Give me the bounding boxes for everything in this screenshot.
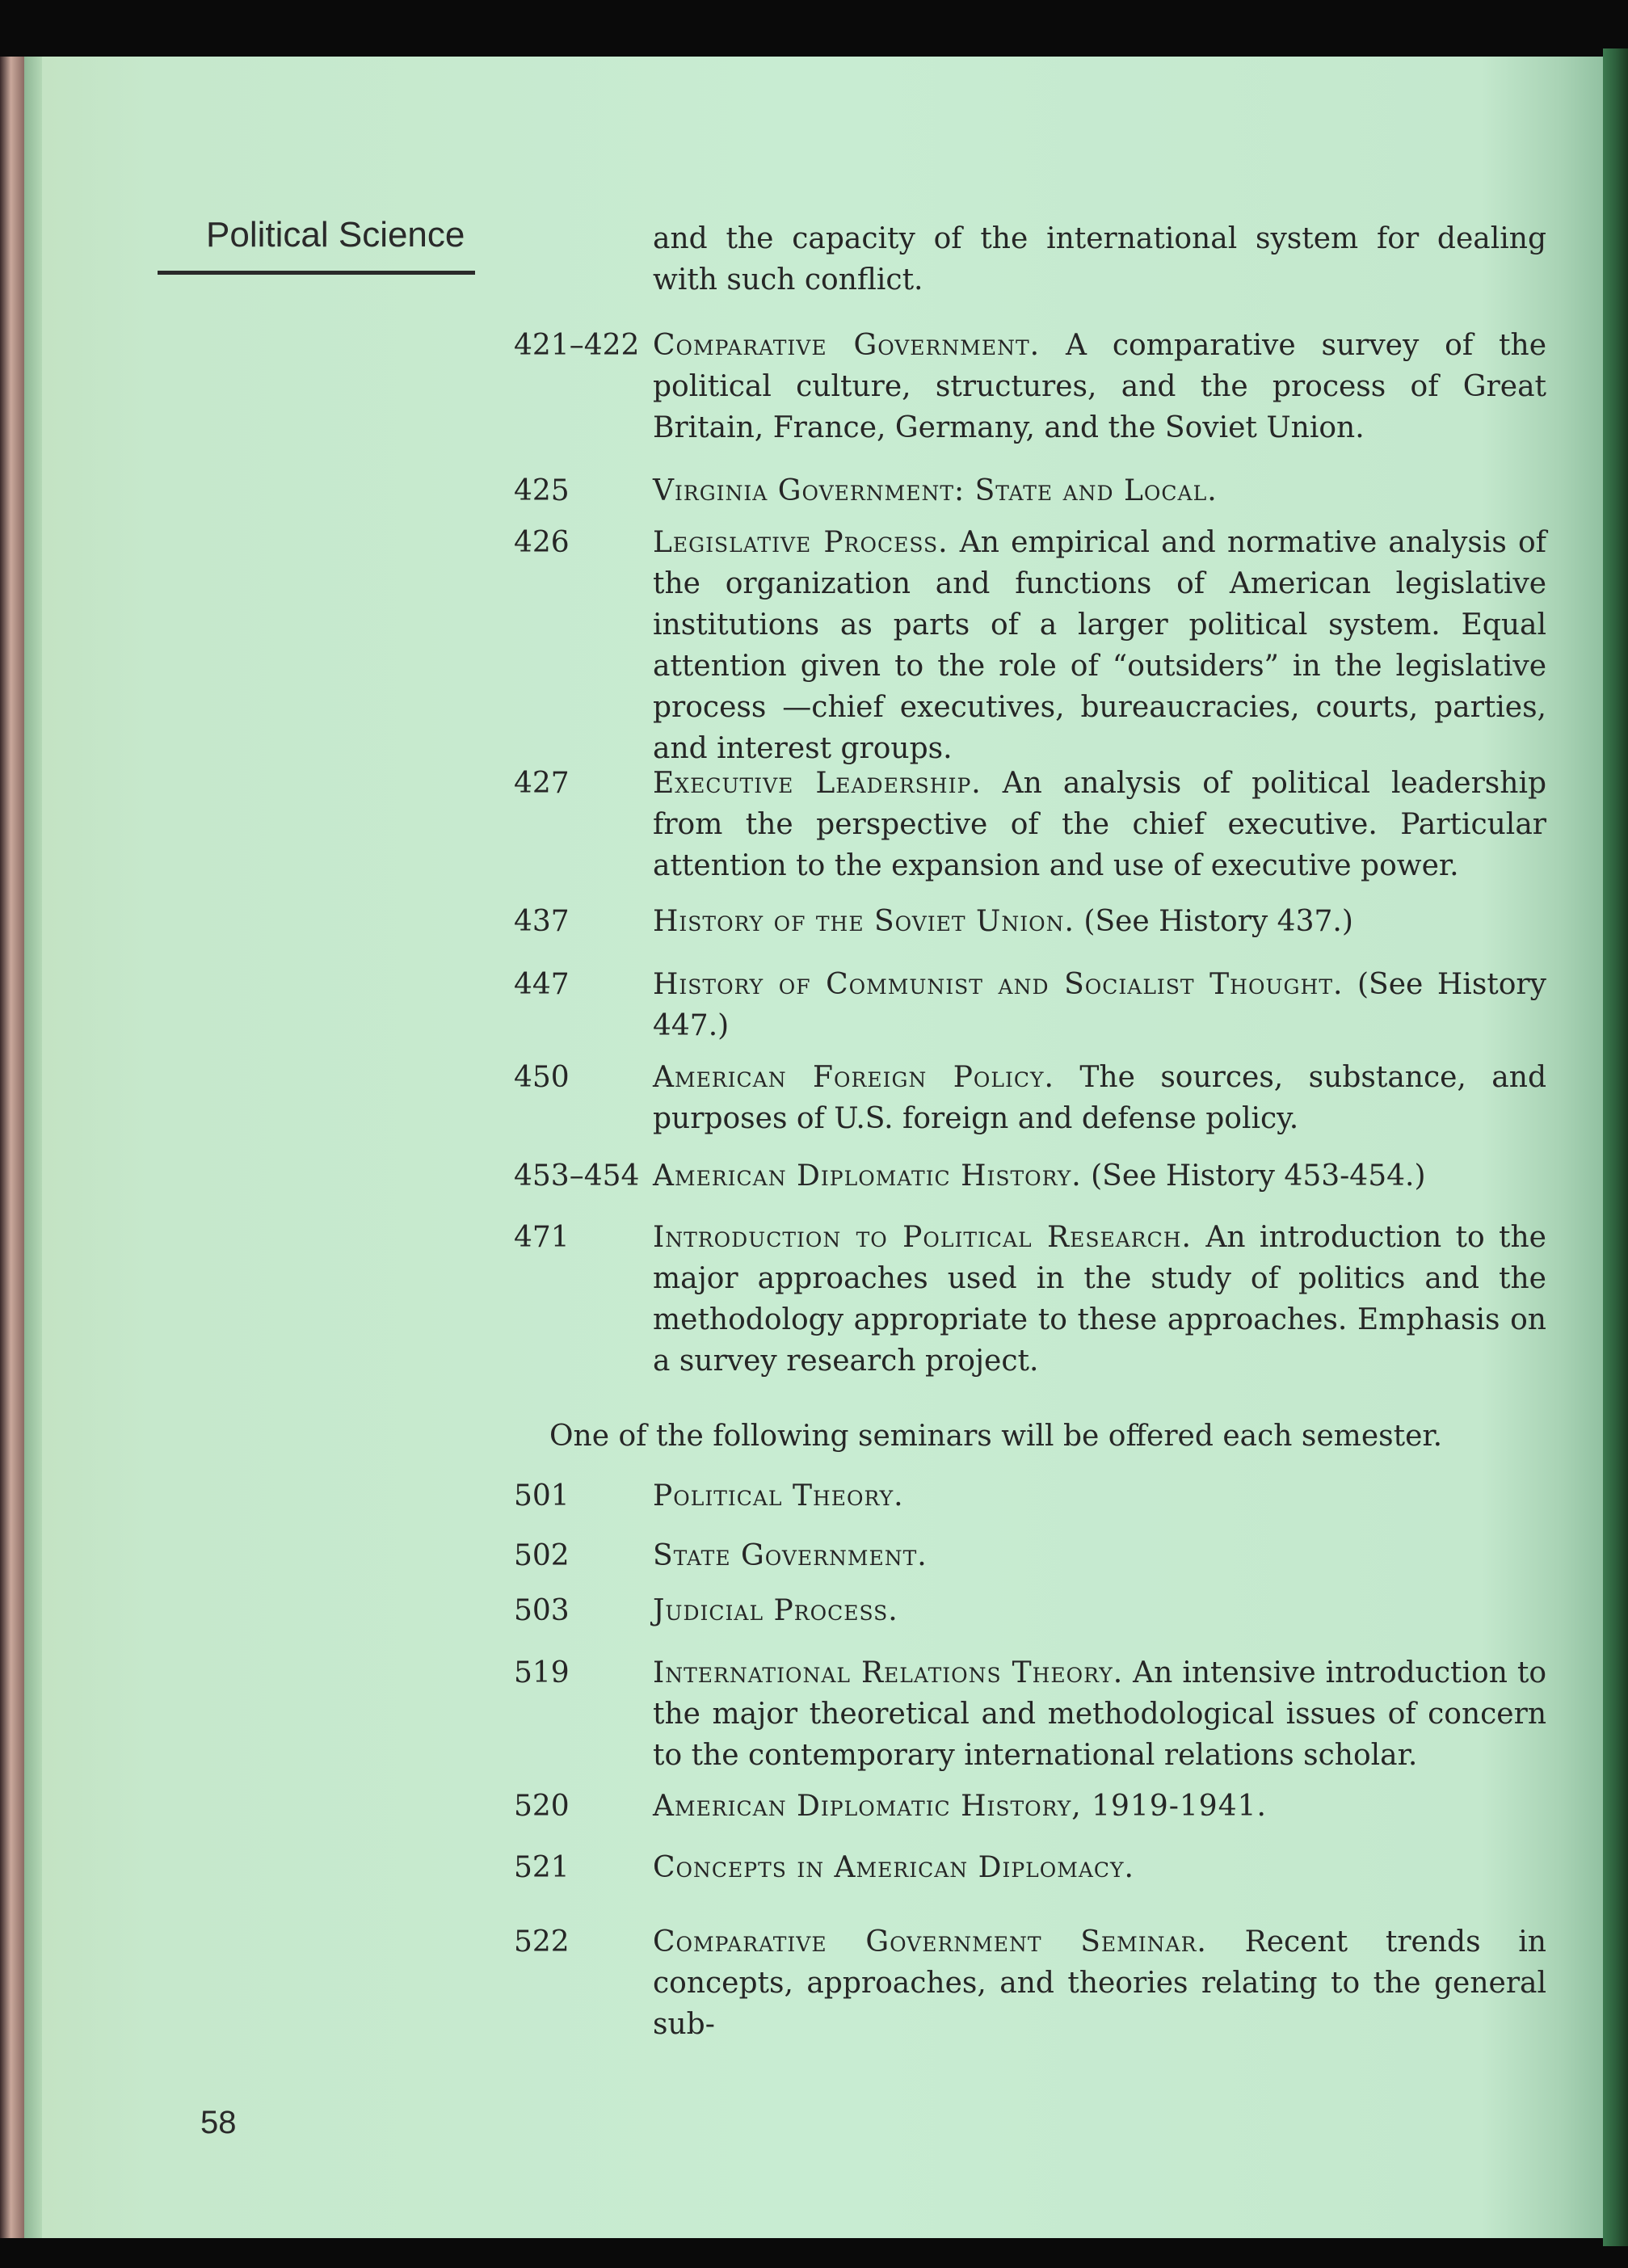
course-title: Judicial Process.	[653, 1594, 898, 1627]
intro-continuation-text: and the capacity of the international system for dealing with such conflict.	[653, 222, 1546, 297]
running-head: Political Science	[206, 215, 465, 255]
seminar-note: One of the following seminars will be offered each semester.	[549, 1420, 1443, 1453]
course-text	[653, 1786, 1546, 1827]
course-title: American Diplomatic History.	[653, 1159, 1082, 1193]
course-description: An introduction to the major approaches used in the study of politics and the methodology appropriate to these approaches. Emphasis on a survey research project.	[653, 1221, 1546, 1378]
course-text	[653, 1652, 1546, 1776]
course-text	[653, 1217, 1546, 1382]
course-title: Legislative Process.	[653, 526, 949, 559]
course-title: State Government.	[653, 1539, 928, 1572]
page-number: 58	[200, 2105, 237, 2140]
course-text	[653, 1535, 1546, 1576]
course-description: (See History 447.)	[653, 968, 1546, 1042]
course-title: Executive Leadership.	[653, 767, 982, 800]
course-text	[653, 1475, 1546, 1517]
course-description: (See History 453-454.)	[1091, 1159, 1426, 1193]
course-title: Comparative Government Seminar.	[653, 1925, 1207, 1959]
course-title: Political Theory.	[653, 1479, 904, 1513]
course-text	[653, 522, 1546, 769]
course-number: 501	[514, 1479, 570, 1513]
book-edge-right	[1603, 48, 1628, 2246]
course-number: 502	[514, 1539, 570, 1572]
course-description: An empirical and normative analysis of the organization and functions of American legislative institutions as parts of a larger political system. Equal attention given to the role of “outsiders” in the legislative process —chief executives, bureaucracies, courts, parties, and interest groups.	[653, 526, 1546, 765]
course-title: American Diplomatic History, 1919-1941.	[653, 1790, 1267, 1823]
course-title: International Relations Theory.	[653, 1656, 1124, 1689]
course-description: Recent trends in concepts, approaches, and theories relating to the general sub-	[653, 1925, 1546, 2041]
course-number: 471	[514, 1221, 570, 1254]
course-number: 427	[514, 767, 570, 800]
course-number: 426	[514, 526, 570, 559]
course-number: 519	[514, 1656, 570, 1689]
book-edge-left	[0, 57, 24, 2238]
course-title: History of Communist and Socialist Thought.	[653, 968, 1344, 1001]
course-text	[653, 1155, 1546, 1197]
course-title: History of the Soviet Union.	[653, 905, 1075, 938]
course-text	[653, 1847, 1546, 1888]
course-title: Virginia Government: State and Local.	[653, 474, 1218, 507]
course-title: American Foreign Policy.	[653, 1061, 1054, 1094]
course-text	[653, 1057, 1546, 1139]
course-number: 437	[514, 905, 570, 938]
course-number: 521	[514, 1851, 570, 1884]
course-number: 520	[514, 1790, 570, 1823]
course-number: 450	[514, 1061, 570, 1094]
course-text	[653, 1590, 1546, 1631]
course-number: 503	[514, 1594, 570, 1627]
course-description: An analysis of political leadership from the perspective of the chief executive. Particular attention to the expansion and use of executive power.	[653, 767, 1547, 882]
course-number: 447	[514, 968, 570, 1001]
course-title: Concepts in American Diplomacy.	[653, 1851, 1134, 1884]
course-description: A comparative survey of the political culture, structures, and the process of Great Britain, France, Germany, and the Soviet Union.	[653, 329, 1547, 444]
course-text	[653, 325, 1546, 448]
course-number: 453–454	[514, 1159, 640, 1193]
course-text	[653, 763, 1546, 886]
course-number: 425	[514, 474, 570, 507]
page-gutter-shadow	[24, 57, 42, 2238]
course-description: (See History 437.)	[1083, 905, 1353, 938]
running-head-rule	[158, 271, 475, 275]
course-title: Comparative Government.	[653, 329, 1041, 362]
course-number: 421–422	[514, 329, 640, 362]
course-text	[653, 901, 1546, 942]
course-text	[653, 1921, 1546, 2045]
course-description: An intensive introduction to the major theoretical and methodological issues of concern to the contemporary international relations scholar.	[653, 1656, 1546, 1772]
course-title: Introduction to Political Research.	[653, 1221, 1192, 1254]
course-text	[653, 470, 1546, 511]
course-description: The sources, substance, and purposes of U.S. foreign and defense policy.	[653, 1061, 1546, 1135]
course-number: 522	[514, 1925, 570, 1959]
course-text	[653, 964, 1546, 1046]
